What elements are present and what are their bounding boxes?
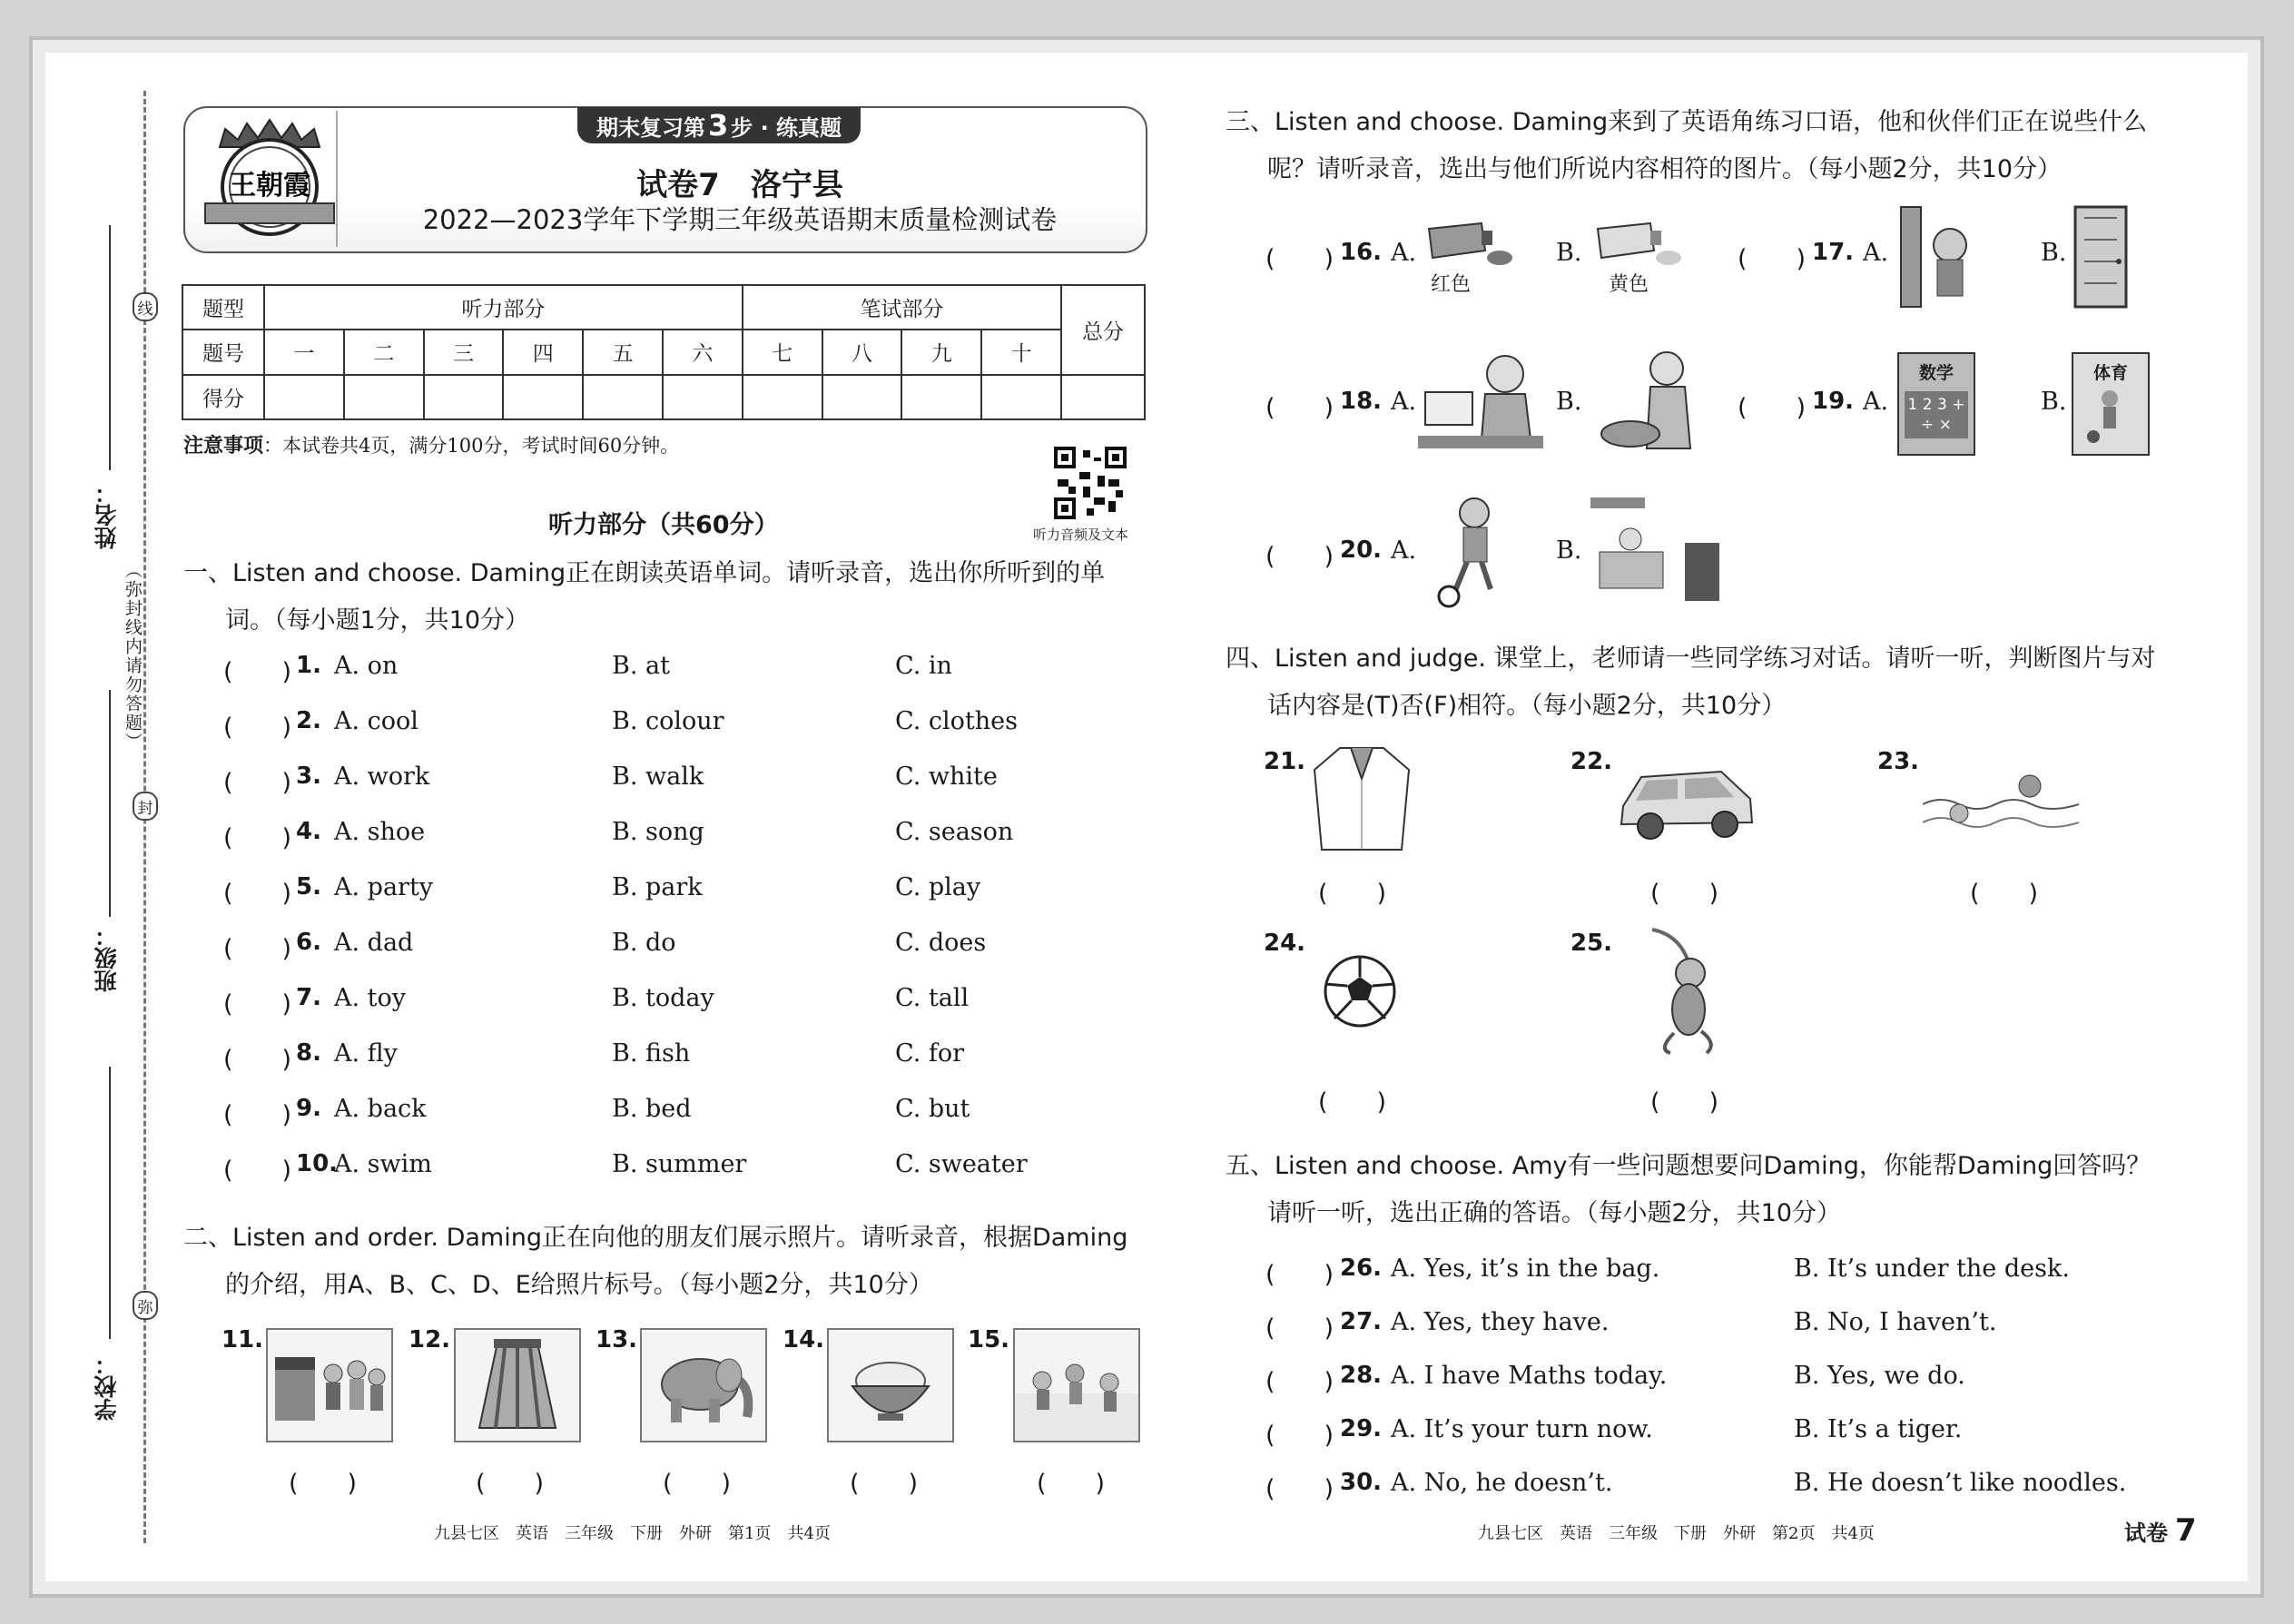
- qr-caption: 听力音频及文本: [1033, 527, 1129, 543]
- option-a[interactable]: A.: [1391, 536, 1417, 565]
- paint-tube-yellow-icon: [1594, 218, 1685, 272]
- option-c[interactable]: C. for: [895, 1039, 965, 1068]
- part1-instruction-line1: 一、Listen and choose. Daming正在朗读英语单词。请听录音，选出你所听到的单: [183, 559, 1106, 587]
- question-number: 8.: [296, 1039, 321, 1067]
- score-cell[interactable]: [264, 375, 344, 419]
- section-number: 十: [981, 330, 1061, 374]
- question-number: 13.: [596, 1326, 638, 1353]
- answer-paren[interactable]: ( ): [223, 880, 292, 908]
- option-b[interactable]: B. No, I haven’t.: [1794, 1308, 1997, 1336]
- option-a[interactable]: A. back: [334, 1095, 427, 1123]
- option-a[interactable]: A. work: [334, 763, 430, 791]
- no-answer-note: （弥封线内请勿答题）: [123, 561, 143, 752]
- part3-instruction-line1: 三、Listen and choose. Daming来到了英语角练习口语，他和伙伴们正在说些什么: [1226, 108, 2148, 136]
- part2-instruction-line2: 的介绍，用A、B、C、D、E给照片标号。（每小题2分，共10分）: [225, 1271, 933, 1299]
- question-number: 10.: [296, 1150, 339, 1177]
- section-number: 七: [743, 330, 822, 374]
- answer-paren[interactable]: ( ): [1265, 1475, 1334, 1503]
- question-number: 7.: [296, 984, 321, 1011]
- section-number: 六: [663, 330, 743, 374]
- answer-paren[interactable]: ( ): [289, 1470, 358, 1498]
- part4-instruction-line1: 四、Listen and judge. 课堂上，老师请一些同学练习对话。请听一听，判断图片与对: [1226, 645, 2156, 673]
- school-underline[interactable]: [109, 1067, 111, 1339]
- question-number: 23.: [1877, 748, 1920, 775]
- answer-paren[interactable]: ( ): [1265, 543, 1334, 571]
- total-label: 总分: [1061, 285, 1145, 375]
- option-c[interactable]: C. clothes: [895, 707, 1018, 735]
- option-a[interactable]: A. Yes, it’s in the bag.: [1391, 1255, 1660, 1283]
- score-label: 得分: [182, 375, 264, 419]
- answer-paren[interactable]: ( ): [1265, 1261, 1334, 1289]
- footer-left: 九县七区 英语 三年级 下册 外研 第1页 共4页: [434, 1524, 831, 1543]
- answer-paren[interactable]: ( ): [223, 1156, 292, 1185]
- answer-paren[interactable]: ( ): [1037, 1470, 1106, 1498]
- section-number: 九: [901, 330, 981, 374]
- pe-book-icon: [2072, 352, 2150, 456]
- caption-yellow: 黄色: [1609, 273, 1649, 296]
- photo-piano-kids: [266, 1328, 393, 1442]
- answer-paren[interactable]: ( ): [1265, 394, 1334, 422]
- photo-rice-bowl: [827, 1328, 954, 1442]
- exam-subtitle: 2022—2023学年下学期三年级英语期末质量检测试卷: [422, 204, 1058, 235]
- score-cell[interactable]: [583, 375, 663, 419]
- question-number: 21.: [1264, 748, 1306, 775]
- question-number: 4.: [296, 818, 321, 845]
- question-number: 27.: [1340, 1308, 1383, 1335]
- question-number: 12.: [409, 1326, 451, 1353]
- option-b[interactable]: B. summer: [612, 1150, 747, 1178]
- number-label: 题号: [182, 330, 264, 374]
- score-cell[interactable]: [424, 375, 504, 419]
- option-b[interactable]: B.: [2041, 239, 2067, 267]
- option-a[interactable]: A. fly: [334, 1039, 398, 1068]
- review-step-tab: 期末复习第 3 步 · 练真题: [577, 107, 861, 143]
- score-cell[interactable]: [663, 375, 743, 419]
- answer-paren[interactable]: ( ): [476, 1470, 545, 1498]
- answer-paren[interactable]: ( ): [1970, 880, 2039, 908]
- answer-paren[interactable]: ( ): [223, 658, 292, 686]
- score-cell[interactable]: [901, 375, 981, 419]
- option-b[interactable]: B. do: [612, 929, 676, 957]
- answer-paren[interactable]: ( ): [1265, 245, 1334, 273]
- football-player-icon: [2073, 384, 2144, 448]
- question-number: 18.: [1340, 388, 1383, 415]
- question-number: 15.: [968, 1326, 1010, 1353]
- option-c[interactable]: C. sweater: [895, 1150, 1028, 1178]
- option-c[interactable]: C. white: [895, 763, 998, 791]
- photo-snow-play: [1013, 1328, 1140, 1442]
- seal-mark-mi: 弥: [133, 1291, 158, 1320]
- answer-paren[interactable]: ( ): [1738, 394, 1807, 422]
- boy-football-icon: [1431, 495, 1512, 609]
- option-b[interactable]: B. Yes, we do.: [1794, 1362, 1965, 1390]
- option-b[interactable]: B. It’s a tiger.: [1794, 1415, 1963, 1443]
- option-a[interactable]: A. cool: [334, 707, 418, 735]
- option-b[interactable]: B. bed: [612, 1095, 692, 1123]
- question-number: 9.: [296, 1095, 321, 1122]
- section-number: 三: [424, 330, 504, 374]
- answer-paren[interactable]: ( ): [223, 769, 292, 797]
- section-number: 四: [503, 330, 583, 374]
- part5-instruction-line1: 五、Listen and choose. Amy有一些问题想要问Daming，你能帮Daming回答吗？: [1226, 1152, 2151, 1180]
- score-cell[interactable]: [743, 375, 822, 419]
- question-number: 22.: [1570, 748, 1613, 775]
- class-label: 班级：: [94, 924, 120, 992]
- footer-right: 九县七区 英语 三年级 下册 外研 第2页 共4页: [1478, 1524, 1875, 1543]
- question-number: 29.: [1340, 1415, 1383, 1442]
- option-b[interactable]: B. song: [612, 818, 704, 846]
- option-a[interactable]: A.: [1863, 239, 1889, 267]
- option-b[interactable]: B. walk: [612, 763, 704, 791]
- paper-number: 试卷 7: [2124, 1512, 2197, 1549]
- name-label: 姓名：: [94, 481, 120, 549]
- section-number: 一: [264, 330, 344, 374]
- question-number: 24.: [1264, 930, 1306, 957]
- total-score-cell[interactable]: [1061, 375, 1145, 419]
- name-underline[interactable]: [109, 225, 111, 470]
- option-a[interactable]: A. Yes, they have.: [1391, 1308, 1610, 1336]
- option-b[interactable]: B. park: [612, 873, 703, 901]
- answer-paren[interactable]: ( ): [1650, 1088, 1719, 1117]
- option-a[interactable]: A.: [1391, 388, 1417, 416]
- answer-paren[interactable]: ( ): [663, 1470, 732, 1498]
- class-underline[interactable]: [109, 690, 111, 917]
- answer-paren[interactable]: ( ): [223, 714, 292, 742]
- notice: 注意事项：本试卷共4页，满分100分，考试时间60分钟。: [183, 435, 680, 458]
- answer-paren[interactable]: ( ): [1318, 880, 1387, 908]
- answer-paren[interactable]: ( ): [1318, 1088, 1387, 1117]
- question-number: 5.: [296, 873, 321, 901]
- brand-logo: [202, 116, 338, 243]
- option-b[interactable]: B.: [1556, 388, 1582, 416]
- section-number: 五: [583, 330, 663, 374]
- option-a[interactable]: A. I have Maths today.: [1391, 1362, 1668, 1390]
- answer-paren[interactable]: ( ): [223, 935, 292, 963]
- question-number: 3.: [296, 763, 321, 790]
- qr-code-icon[interactable]: [1054, 447, 1127, 519]
- maths-book-icon: [1897, 352, 1975, 456]
- football-icon: [1322, 953, 1398, 1029]
- answer-paren[interactable]: ( ): [850, 1470, 919, 1498]
- exam-title: 试卷7 洛宁县: [636, 167, 843, 203]
- option-a[interactable]: A. on: [334, 652, 399, 680]
- section-number: 八: [822, 330, 902, 374]
- option-b[interactable]: B. He doesn’t like noodles.: [1794, 1469, 2127, 1497]
- seal-mark-xian: 线: [133, 292, 158, 321]
- section-number: 二: [344, 330, 424, 374]
- school-label: 学校：: [94, 1353, 120, 1421]
- option-b[interactable]: B.: [1556, 536, 1582, 565]
- question-number: 26.: [1340, 1255, 1383, 1282]
- option-c[interactable]: C. season: [895, 818, 1014, 846]
- option-a[interactable]: A.: [1391, 239, 1417, 267]
- door-open-bear-icon: [1895, 203, 1986, 310]
- pe-book-title: 体育: [2092, 363, 2128, 383]
- option-a[interactable]: A. shoe: [334, 818, 426, 846]
- part4-instruction-line2: 话内容是(T)否(F)相符。（每小题2分，共10分）: [1267, 692, 1787, 720]
- question-number: 14.: [783, 1326, 825, 1353]
- answer-paren[interactable]: ( ): [1265, 1314, 1334, 1343]
- question-number: 2.: [296, 707, 321, 734]
- maths-book-title: 数学: [1918, 363, 1954, 383]
- answer-paren[interactable]: ( ): [223, 824, 292, 852]
- swimming-icon: [1923, 768, 2079, 846]
- woman-laundry-icon: [1598, 349, 1707, 454]
- boy-tv-room-icon: [1590, 497, 1723, 605]
- paint-tube-red-icon: [1425, 218, 1516, 272]
- option-c[interactable]: C. tall: [895, 984, 970, 1012]
- option-b[interactable]: B.: [1556, 239, 1582, 267]
- option-a[interactable]: A. swim: [334, 1150, 432, 1178]
- option-a[interactable]: A. toy: [334, 984, 407, 1012]
- question-number: 11.: [222, 1326, 264, 1353]
- option-c[interactable]: C. but: [895, 1095, 970, 1123]
- shirt-icon: [1307, 743, 1416, 853]
- option-c[interactable]: C. does: [895, 929, 987, 957]
- question-number: 1.: [296, 652, 321, 679]
- caption-red: 红色: [1431, 273, 1472, 296]
- monkey-icon: [1643, 926, 1730, 1057]
- question-number: 20.: [1340, 536, 1383, 564]
- option-c[interactable]: C. in: [895, 652, 952, 680]
- option-b[interactable]: B. today: [612, 984, 714, 1012]
- question-number: 28.: [1340, 1362, 1383, 1389]
- score-cell[interactable]: [822, 375, 902, 419]
- listening-label: 听力部分: [264, 285, 743, 330]
- writing-label: 笔试部分: [743, 285, 1061, 330]
- door-closed-icon: [2070, 203, 2142, 310]
- maths-book-symbols: 1 2 3 + ÷ ×: [1905, 391, 1968, 438]
- option-b[interactable]: B.: [2041, 388, 2067, 416]
- option-a[interactable]: A. It’s your turn now.: [1391, 1415, 1653, 1443]
- option-b[interactable]: B. It’s under the desk.: [1794, 1255, 2070, 1283]
- answer-paren[interactable]: ( ): [1265, 1422, 1334, 1450]
- question-number: 17.: [1812, 239, 1855, 266]
- option-a[interactable]: A. No, he doesn’t.: [1391, 1469, 1613, 1497]
- listening-section-title: 听力部分（共60分）: [548, 511, 779, 539]
- type-label: 题型: [182, 285, 264, 330]
- answer-paren[interactable]: ( ): [1650, 880, 1719, 908]
- option-b[interactable]: B. colour: [612, 707, 724, 735]
- answer-paren[interactable]: ( ): [1265, 1368, 1334, 1396]
- option-b[interactable]: B. at: [612, 652, 670, 680]
- option-a[interactable]: A. dad: [334, 929, 414, 957]
- question-number: 6.: [296, 929, 321, 956]
- photo-elephant: [640, 1328, 767, 1442]
- answer-paren[interactable]: ( ): [223, 990, 292, 1019]
- part1-instruction-line2: 词。（每小题1分，共10分）: [225, 606, 530, 635]
- answer-paren[interactable]: ( ): [223, 1101, 292, 1129]
- photo-skirt: [454, 1328, 581, 1442]
- option-b[interactable]: B. fish: [612, 1039, 691, 1068]
- question-number: 30.: [1340, 1469, 1383, 1496]
- car-icon: [1614, 759, 1759, 842]
- question-number: 25.: [1570, 930, 1613, 957]
- score-cell[interactable]: [344, 375, 424, 419]
- answer-paren[interactable]: ( ): [223, 1046, 292, 1074]
- woman-computer-icon: [1418, 349, 1543, 454]
- option-a[interactable]: A. party: [334, 873, 434, 901]
- score-table: [182, 284, 1146, 420]
- part5-instruction-line2: 请听一听，选出正确的答语。（每小题2分，共10分）: [1267, 1199, 1842, 1227]
- part2-instruction-line1: 二、Listen and order. Daming正在向他的朋友们展示照片。请听录音，根据Daming: [183, 1224, 1128, 1252]
- option-c[interactable]: C. play: [895, 873, 981, 901]
- score-cell[interactable]: [503, 375, 583, 419]
- part3-instruction-line2: 呢？请听录音，选出与他们所说内容相符的图片。（每小题2分，共10分）: [1267, 155, 2063, 183]
- logo-lettering: 王朝霞: [229, 170, 310, 202]
- answer-paren[interactable]: ( ): [1738, 245, 1807, 273]
- option-a[interactable]: A.: [1863, 388, 1889, 416]
- question-number: 19.: [1812, 388, 1855, 415]
- score-cell[interactable]: [981, 375, 1061, 419]
- seal-mark-feng: 封: [133, 792, 158, 821]
- question-number: 16.: [1340, 239, 1383, 266]
